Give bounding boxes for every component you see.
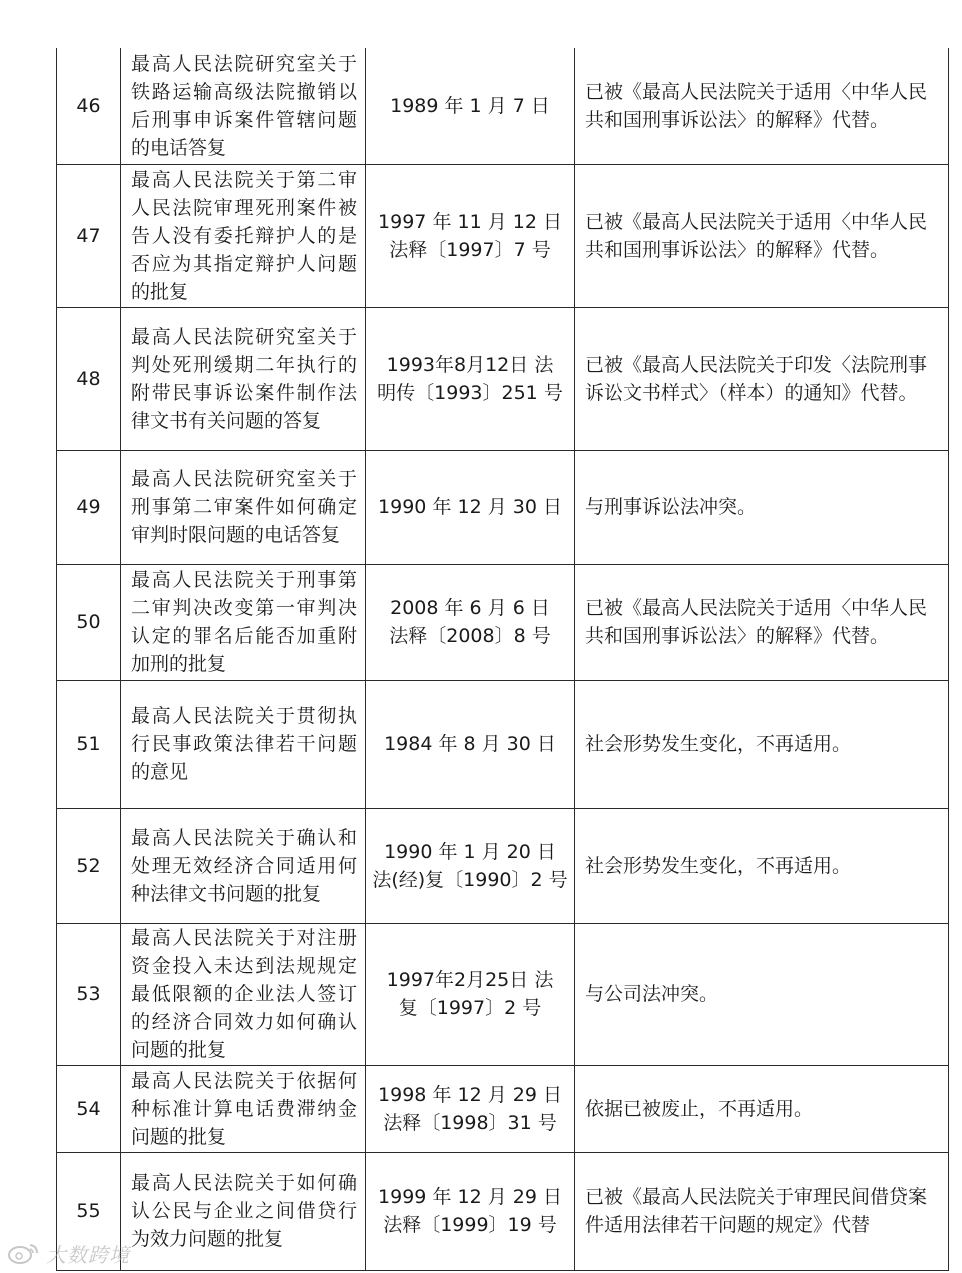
regulations-table	[56, 48, 949, 1271]
table-row	[57, 48, 949, 164]
repeal-reason: 依据已被废止，不再适用。	[575, 1065, 949, 1152]
issue-date: 1990 年 1 月 20 日 法(经)复〔1990〕2 号	[366, 808, 575, 923]
row-number: 52	[57, 808, 121, 923]
document-title: 最高人民法院关于贯彻执行民事政策法律若干问题的意见	[121, 680, 366, 808]
issue-date: 1990 年 12 月 30 日	[366, 450, 575, 564]
issue-date: 1999 年 12 月 29 日 法释〔1999〕19 号	[366, 1152, 575, 1270]
row-number: 48	[57, 307, 121, 450]
table-row	[57, 808, 949, 923]
issue-date: 1984 年 8 月 30 日	[366, 680, 575, 808]
table-row	[57, 564, 949, 680]
issue-date: 1993年8月12日 法 明传〔1993〕251 号	[366, 307, 575, 450]
watermark	[6, 1238, 130, 1268]
document-title: 最高人民法院研究室关于判处死刑缓期二年执行的附带民事诉讼案件制作法律文书有关问题的答复	[121, 307, 366, 450]
repeal-reason: 已被《最高人民法院关于适用〈中华人民共和国刑事诉讼法〉的解释》代替。	[575, 164, 949, 307]
document-title: 最高人民法院关于依据何种标准计算电话费滞纳金问题的批复	[121, 1065, 366, 1152]
table-row	[57, 923, 949, 1065]
row-number: 49	[57, 450, 121, 564]
table-row	[57, 1065, 949, 1152]
issue-date: 1998 年 12 月 29 日 法释〔1998〕31 号	[366, 1065, 575, 1152]
issue-date: 1989 年 1 月 7 日	[366, 48, 575, 164]
issue-date: 1997年2月25日 法 复〔1997〕2 号	[366, 923, 575, 1065]
row-number: 54	[57, 1065, 121, 1152]
table-row	[57, 307, 949, 450]
table-row	[57, 450, 949, 564]
repeal-reason: 已被《最高人民法院关于审理民间借贷案件适用法律若干问题的规定》代替	[575, 1152, 949, 1270]
document-title: 最高人民法院关于刑事第二审判决改变第一审判决认定的罪名后能否加重附加刑的批复	[121, 564, 366, 680]
document-title: 最高人民法院关于如何确认公民与企业之间借贷行为效力问题的批复	[121, 1152, 366, 1270]
watermark-text: 大数跨境	[46, 1244, 130, 1267]
repeal-reason: 社会形势发生变化，不再适用。	[575, 680, 949, 808]
row-number: 53	[57, 923, 121, 1065]
row-number: 50	[57, 564, 121, 680]
document-title: 最高人民法院关于对注册资金投入未达到法规规定最低限额的企业法人签订的经济合同效力如何确认问题的批复	[121, 923, 366, 1065]
repeal-reason: 已被《最高人民法院关于适用〈中华人民共和国刑事诉讼法〉的解释》代替。	[575, 564, 949, 680]
repeal-reason: 与刑事诉讼法冲突。	[575, 450, 949, 564]
repeal-reason: 已被《最高人民法院关于适用〈中华人民共和国刑事诉讼法〉的解释》代替。	[575, 48, 949, 164]
document-title: 最高人民法院研究室关于铁路运输高级法院撤销以后刑事申诉案件管辖问题的电话答复	[121, 48, 366, 164]
table-row	[57, 1152, 949, 1270]
repeal-reason: 社会形势发生变化，不再适用。	[575, 808, 949, 923]
issue-date: 1997 年 11 月 12 日 法释〔1997〕7 号	[366, 164, 575, 307]
table-row	[57, 164, 949, 307]
document-title: 最高人民法院关于确认和处理无效经济合同适用何种法律文书问题的批复	[121, 808, 366, 923]
issue-date: 2008 年 6 月 6 日 法释〔2008〕8 号	[366, 564, 575, 680]
weibo-logo-icon	[6, 1241, 42, 1265]
table-row	[57, 680, 949, 808]
row-number: 51	[57, 680, 121, 808]
repeal-reason: 已被《最高人民法院关于印发〈法院刑事诉讼文书样式〉（样本）的通知》代替。	[575, 307, 949, 450]
document-title: 最高人民法院关于第二审人民法院审理死刑案件被告人没有委托辩护人的是否应为其指定辩护人问题的批复	[121, 164, 366, 307]
repeal-reason: 与公司法冲突。	[575, 923, 949, 1065]
row-number: 46	[57, 48, 121, 164]
document-title: 最高人民法院研究室关于刑事第二审案件如何确定审判时限问题的电话答复	[121, 450, 366, 564]
row-number: 47	[57, 164, 121, 307]
row-number: 55	[57, 1152, 121, 1270]
